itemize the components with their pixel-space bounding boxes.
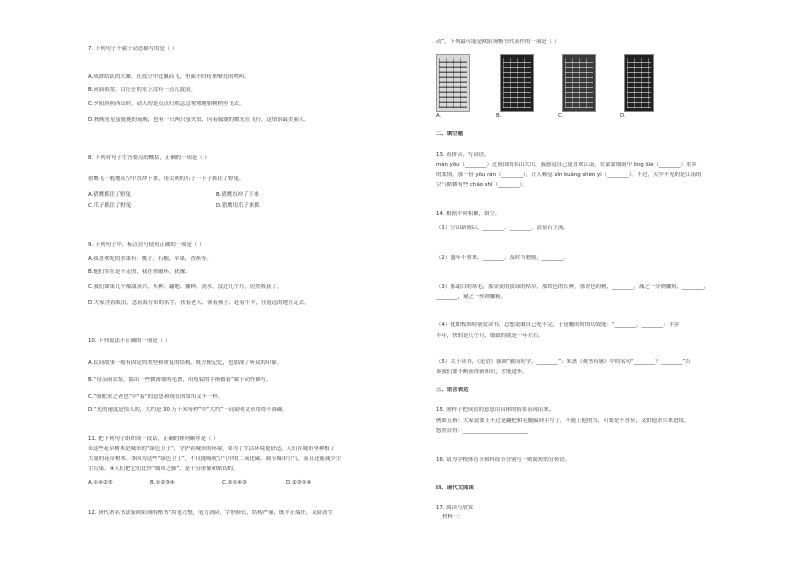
calligraphy-image-b — [500, 54, 534, 112]
q11-passage-line3: 尘污染。④人们把它们比作“城市之肺”，是十分形象和贴切的。 — [88, 466, 239, 472]
q7-stem: 7. 下列句子不属于动态描写的是（ ） — [88, 46, 178, 52]
q7-option-b: B.河面很宽，白茫茫的水上没有一点儿波浪。 — [88, 87, 196, 93]
q7-option-a: A.成群结队的大雁，在蓝空中比翼而飞，里面不时传来嘹亮的鸣叫。 — [88, 74, 250, 80]
q16-stem: 16. 请为学校体育节和科技节分别写一则简短的宣传语。 — [436, 457, 571, 463]
q8-option-a: A.猎鹰抓住了野兔 — [88, 192, 132, 198]
section-2-heading: 二、填空题 — [436, 131, 463, 137]
q10-stem: 10. 下列说法不正确的一项是（ ） — [88, 338, 171, 344]
q17-material-label: 材料一： — [442, 514, 464, 520]
q14-item5-line1: （5）关于读书，《论语》强调“敏而好学，________”；朱熹《观书有感》中的名句“________？________”告 — [436, 359, 691, 365]
q11-passage-line1: ①这些花草树木是城市的“绿色卫士”，守护着城市的环境。②为了生活环境更舒适，人们在城市里种植了 — [88, 446, 336, 452]
q11-passage-line2: 大量的花草树木。③因为这些“绿色卫士”，不仅能吸收空气中的二氧化碳，调节城市空气，而且还能减少尘 — [88, 456, 341, 462]
calligraphy-image-d — [624, 54, 654, 112]
q14-item1: （1）空山新雨后，________。________，清泉石上流。 — [436, 225, 569, 231]
q11-option-a: A.①④②③ — [88, 480, 113, 486]
q8-option-c: C.爪子抓住了野兔 — [88, 203, 132, 209]
q8-option-d: D.猎鹰用爪子来抓 — [216, 203, 260, 209]
image-option-d-label: D. — [620, 113, 626, 119]
calligraphy-image-a — [436, 54, 470, 112]
q9-option-b: B.他们实在是不走的，我在重破坏、犹豫。 — [88, 269, 191, 275]
image-option-b-label: B. — [496, 113, 502, 119]
q13-line1: mán yōu（________）过祖国的名山大川，我感觉自己更喜欢江南。在蒙蒙细雨中 líng lüè（________）水乡 — [436, 162, 697, 168]
q10-option-b: B.“母亲雨衣泵，擂出一些微薄皱的毛票，用龟裂的手指数着”属于动作描写。 — [88, 377, 272, 383]
left-column — [88, 0, 390, 562]
q17-stem: 17. 阅读与欣赏 — [436, 505, 474, 511]
q14-item5-line2: 诉我们要不断获得新知识，才能进步。 — [436, 369, 528, 375]
q7-option-d: D.秋晚星星萤挺拖的夜晚，也有一只两只萤火虫，闪着朦胧的微光在飞行，这情景最美丽人。 — [88, 117, 310, 123]
q11-stem: 11. 把下列句子组织成一段话，正确的排列顺序是（ ） — [88, 436, 219, 442]
q14-item2: （2）盛年不重来，________。及时当勉励，________。 — [436, 255, 569, 261]
q15-example: 例如五指：大家说要王不过是翻把和毛髓偏到手写了，不能上他的当，可要是不答应，又怕他杀兵来进攻。 — [436, 418, 690, 424]
q10-option-d: D.“光的速度是惊人的，大约是 30 万千米每秒”中“大约”一词说明文章用得不准确。 — [88, 407, 288, 413]
q14-item4-line2: 半年，快的是几个月，细致的就是一年左右。 — [436, 333, 544, 339]
q9-stem: 9. 下列句子中，标点符号使用正确的一项是（ ） — [88, 242, 205, 248]
q8-stem: 8. 下列对句子生答要点的概括，正确的一项是（ ） — [88, 155, 210, 161]
q14-item3-line2: ________，窥之一丝则嫌粗。 — [436, 294, 507, 300]
q9-option-a: A.我喜欢吃的水果有：桃子，石榴，苹果，香蕉等。 — [88, 256, 212, 262]
q13-line3: 空气略微有些 cháo shī（________）。 — [436, 182, 528, 188]
section-4-heading: 四、现代文阅读 — [436, 485, 474, 491]
q7-option-c: C.夕阳斜照西山时，动人的是点点归鸦急急匆匆地朝树梢里飞去。 — [88, 101, 245, 107]
q13-line2: 的柔情，那一份 yōu rán（________），让人顿觉 xīn kuàng shén yí（________）。不过，关中不见的是江南的 — [436, 172, 702, 178]
q11-option-d: D.②③①④ — [286, 480, 312, 486]
q8-option-b: B.猎鹰直冲了下来 — [216, 192, 260, 198]
q14-item3-line1: （3）那霜白的寒毛，那金黄的淡绿的枯草，那铁色的长种，那青色的树，________，减之一分则嫌短，________， — [436, 284, 709, 290]
q8-sentence: 猎鹰飞一般地从空中直冲下来，用尖利的爪子一下子抓住了野兔。 — [88, 176, 245, 182]
q14-stem: 14. 根据平时积累，填空。 — [436, 211, 501, 217]
calligraphy-image-c — [562, 54, 596, 112]
q12-stem: 12. 唐代著名书法家欧阳询的楷书“用笔方整，笔力劲险，字形修长，结构严谨，既平正端庄，又险劲生 — [88, 510, 333, 516]
q10-option-c: C.“骆驼求之者也”中“着”的意思和现在的常用义不一样。 — [88, 394, 224, 400]
q11-option-b: B.①②③④ — [150, 480, 175, 486]
q13-stem: 13. 看拼音，写词语。 — [436, 152, 490, 158]
q15-answer-line: 悠然自得：________________________ — [436, 428, 528, 434]
image-option-c-label: C. — [558, 113, 564, 119]
section-3-heading: 三、语言表达 — [436, 387, 469, 393]
q11-option-c: C.②①④③ — [222, 480, 247, 486]
right-column — [436, 0, 766, 562]
q15-stem: 15. 照样子把成语的意思用具体的情景表现出来。 — [436, 407, 555, 413]
q14-item4-line1: （4）优如枚饰特别爱读书，总想说服自己吃不完，于是触的时的功效能：“________，________：半岁 — [436, 322, 680, 328]
q10-option-a: A.民间故事一般有固定的类型和重复的结构，既方便记忆，也加深了听众的印象。 — [88, 360, 282, 366]
image-option-a-label: A. — [436, 113, 442, 119]
q9-option-c: C.我们如果几个都甜蒸兴，买种、翻地、播种、浇水，没过几个月，居然收获了。 — [88, 284, 283, 290]
q9-option-d: D.大家含着眼泪，念着海方市的名字，扶着老人、领着孩子、赶着牛羊，往返远的地方走去。 — [88, 300, 310, 306]
q12-continuation: 动”。下列最可能是欧阳询楷书代表作的一项是（ ） — [436, 39, 560, 45]
